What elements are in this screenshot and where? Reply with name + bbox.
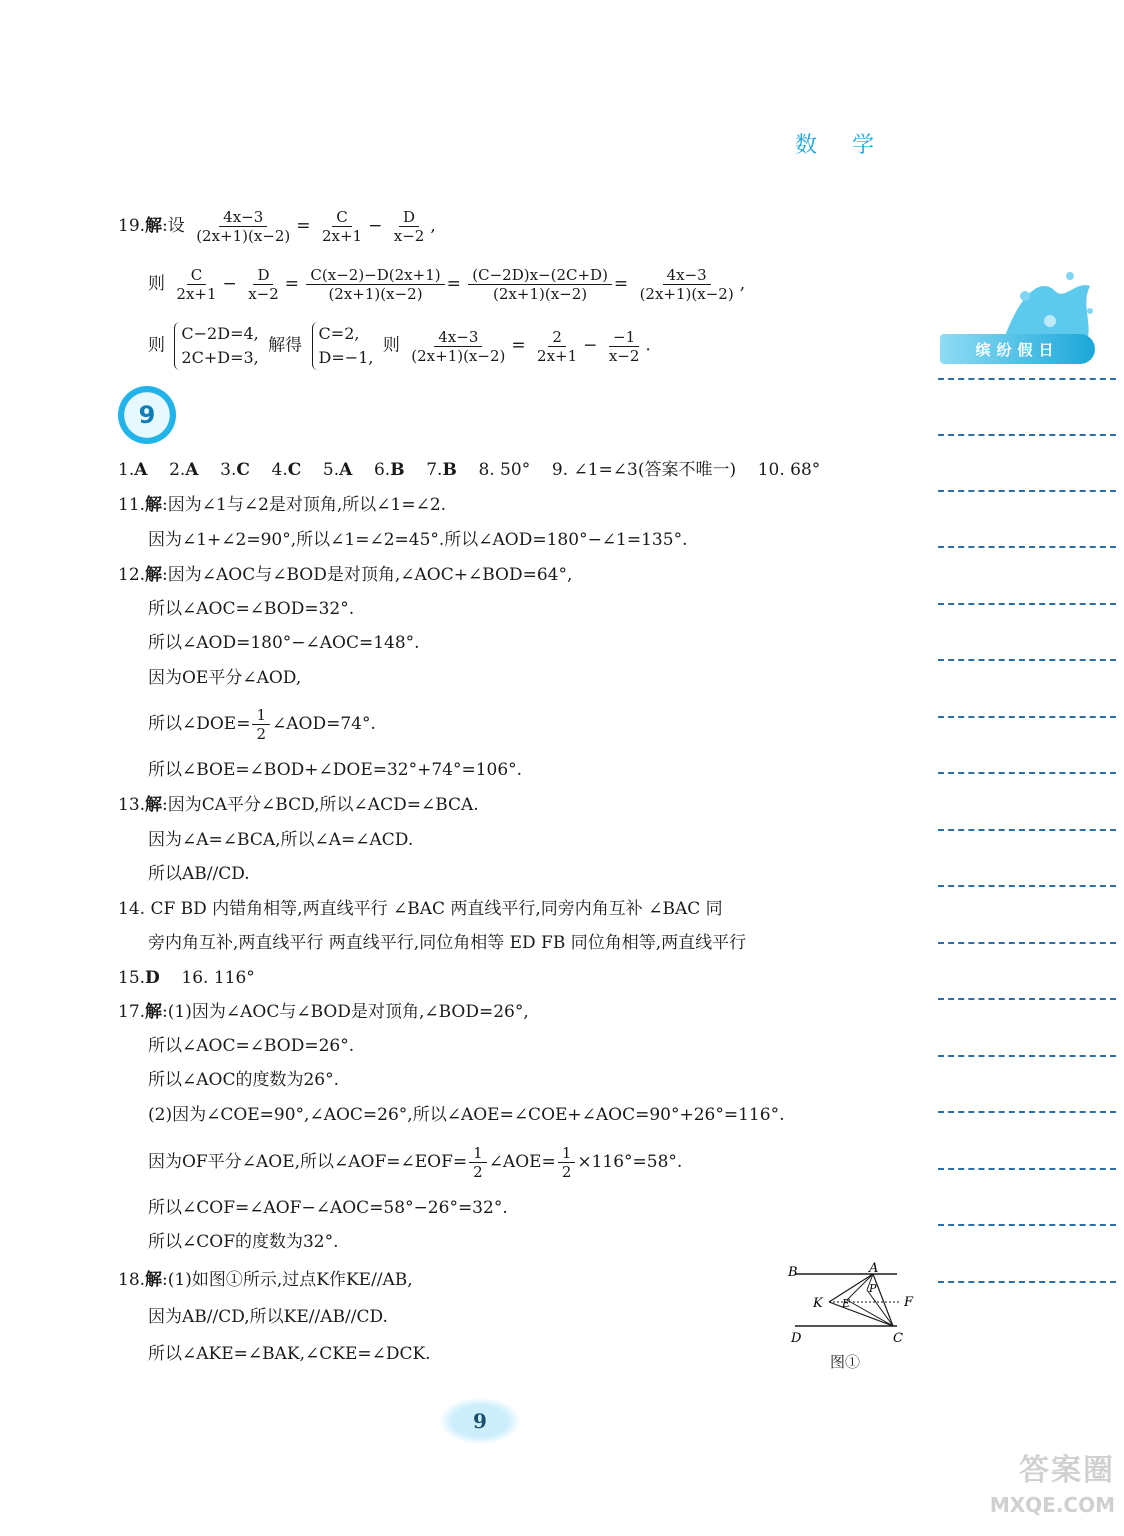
note-line xyxy=(938,1055,1116,1057)
fraction: $\frac{4x-3}{(2x+1)(x-2)}$ xyxy=(411,327,506,365)
equation-system: C−2D=4, 2C+D=3, xyxy=(174,322,258,370)
note-line xyxy=(938,1281,1116,1283)
q17-line2: 所以∠AOC=∠BOD=26°. xyxy=(148,1036,355,1056)
choice-item: 7.B xyxy=(426,460,457,480)
q14-line2: 旁内角互补,两直线平行 两直线平行,同位角相等 ED FB 同位角相等,两直线平行 xyxy=(148,933,747,953)
note-line xyxy=(938,829,1116,831)
choice-item: 4.C xyxy=(271,460,302,480)
note-line xyxy=(938,1168,1116,1170)
fraction: $\frac{1}{2}$ xyxy=(469,1144,487,1181)
q14-line1: 14. CF BD 内错角相等,两直线平行 ∠BAC 两直线平行,同旁内角互补 ∠BAC 同 xyxy=(118,899,723,919)
q18-line1: 18.解:(1)如图①所示,过点K作KE//AB, xyxy=(118,1270,413,1290)
q17-line5: 因为OF平分∠AOE,所以∠AOF=∠EOF= $\frac{1}{2}$ ∠AOE= $\frac{1}{2}$ ×116°=58°. xyxy=(148,1144,683,1181)
q15-16: 15.D 16. 116° xyxy=(118,968,255,988)
choice-answers: 1.A 2.A 3.C 4.C 5.A 6.B 7.B 8. 50° 9. ∠1=∠3(答案不唯一) 10. 68° xyxy=(118,460,821,480)
fraction: $\frac{4x-3}{(2x+1)(x-2)}$ xyxy=(196,208,291,245)
note-line xyxy=(938,1111,1116,1113)
q11-line2: 因为∠1+∠2=90°,所以∠1=∠2=45°.所以∠AOD=180°−∠1=135°. xyxy=(148,530,688,550)
note-line xyxy=(938,998,1116,1000)
q13-line2: 因为∠A=∠BCA,所以∠A=∠ACD. xyxy=(148,830,414,850)
fraction: $\frac{D}{x-2}$ xyxy=(248,266,279,303)
label-c: C xyxy=(893,1331,903,1346)
choice-item: 2.A xyxy=(169,460,199,480)
note-line xyxy=(938,659,1116,661)
label-p: P xyxy=(869,1282,877,1295)
q12-line2: 所以∠AOC=∠BOD=32°. xyxy=(148,599,355,619)
label-e: E xyxy=(842,1297,851,1310)
section-badge: 9 xyxy=(118,386,176,444)
q17-line4: (2)因为∠COE=90°,∠AOC=26°,所以∠AOE=∠COE+∠AOC=90°+26°=116°. xyxy=(148,1105,785,1125)
fraction: $\frac{D}{x-2}$ xyxy=(393,208,425,245)
q19-line2: 则 $\frac{C}{2x+1}$ − $\frac{D}{x-2}$ = $\frac{C(x-2)-D(2x+1)}{(2x+1)(x-2)}$ = $\frac{(C-2D)x-(2C+D)}{(2x+1)(x-2)}$ = $\frac{4x-3}{(2x+1)(x-2)}$ , xyxy=(148,266,746,303)
fraction: $\frac{2}{2x+1}$ xyxy=(537,327,578,365)
label-d: D xyxy=(791,1331,802,1346)
equation-system: C=2, D=−1, xyxy=(312,322,374,370)
segment-ak xyxy=(829,1274,873,1302)
fraction: $\frac{C(x-2)-D(2x+1)}{(2x+1)(x-2)}$ xyxy=(306,266,444,303)
q13-line1: 13.解:因为CA平分∠BCD,所以∠ACD=∠BCA. xyxy=(118,795,479,815)
fraction: $\frac{C}{2x+1}$ xyxy=(176,266,217,303)
q17-line7: 所以∠COF的度数为32°. xyxy=(148,1232,339,1252)
note-line xyxy=(938,378,1116,380)
note-line xyxy=(938,772,1116,774)
note-line xyxy=(938,885,1116,887)
label-k: K xyxy=(813,1296,823,1311)
q12-line4: 因为OE平分∠AOD, xyxy=(148,668,302,688)
choice-item: 6.B xyxy=(373,460,405,480)
fraction: $\frac{(C-2D)x-(2C+D)}{(2x+1)(x-2)}$ xyxy=(468,266,612,303)
segment-ec xyxy=(847,1300,893,1326)
q19-line3: 则 C−2D=4, 2C+D=3, 解得 C=2, D=−1, 则 $\frac{4x-3}{(2x+1)(x-2)}$ = $\frac{2}{2x+1}$ − $\frac{-1}{x-2}$ . xyxy=(148,322,651,370)
note-line xyxy=(938,434,1116,436)
label-a: A xyxy=(869,1262,879,1276)
choice-item: 1.A xyxy=(118,460,148,480)
q12-line6: 所以∠BOE=∠BOD+∠DOE=32°+74°=106°. xyxy=(148,760,523,780)
sidebar-label: 缤纷假日 xyxy=(940,334,1095,364)
page-number: 9 xyxy=(440,1398,520,1444)
fraction: $\frac{-1}{x-2}$ xyxy=(608,327,640,365)
note-line xyxy=(938,942,1116,944)
q17-line3: 所以∠AOC的度数为26°. xyxy=(148,1070,340,1090)
q18-line2: 因为AB//CD,所以KE//AB//CD. xyxy=(148,1307,388,1327)
label-f: F xyxy=(904,1295,914,1310)
choice-item: 3.C xyxy=(220,460,250,480)
note-line xyxy=(938,546,1116,548)
label-b: B xyxy=(788,1265,798,1280)
q11-line1: 11.解:因为∠1与∠2是对顶角,所以∠1=∠2. xyxy=(118,495,447,515)
note-line xyxy=(938,716,1116,718)
q17-line6: 所以∠COF=∠AOF−∠AOC=58°−26°=32°. xyxy=(148,1198,508,1218)
figure-caption: 图① xyxy=(830,1353,861,1371)
fraction: $\frac{4x-3}{(2x+1)(x-2)}$ xyxy=(639,266,734,303)
note-line xyxy=(938,603,1116,605)
fraction: $\frac{1}{2}$ xyxy=(252,706,270,743)
q12-line1: 12.解:因为∠AOC与∠BOD是对顶角,∠AOC+∠BOD=64°, xyxy=(118,565,573,585)
q12-line5: 所以∠DOE= $\frac{1}{2}$ ∠AOD=74°. xyxy=(148,706,376,743)
choice-item: 5.A xyxy=(322,460,353,480)
watermark-logo: 答案圈 MXQE.COM xyxy=(989,1453,1115,1517)
q19-line1: 19.解:设 $\frac{4x-3}{(2x+1)(x-2)}$ = $\frac{C}{2x+1}$ − $\frac{D}{x-2}$ , xyxy=(118,208,436,245)
segment-kc xyxy=(829,1302,893,1326)
subject-title: 数 学 xyxy=(795,133,888,158)
q13-line3: 所以AB//CD. xyxy=(148,864,250,884)
q12-line3: 所以∠AOD=180°−∠AOC=148°. xyxy=(148,633,420,653)
q18-line3: 所以∠AKE=∠BAK,∠CKE=∠DCK. xyxy=(148,1344,431,1364)
fraction: $\frac{1}{2}$ xyxy=(558,1144,576,1181)
fraction: $\frac{C}{2x+1}$ xyxy=(321,208,363,245)
note-line xyxy=(938,490,1116,492)
geometry-figure xyxy=(785,1262,925,1352)
q17-line1: 17.解:(1)因为∠AOC与∠BOD是对顶角,∠BOD=26°, xyxy=(118,1002,529,1022)
note-line xyxy=(938,1224,1116,1226)
